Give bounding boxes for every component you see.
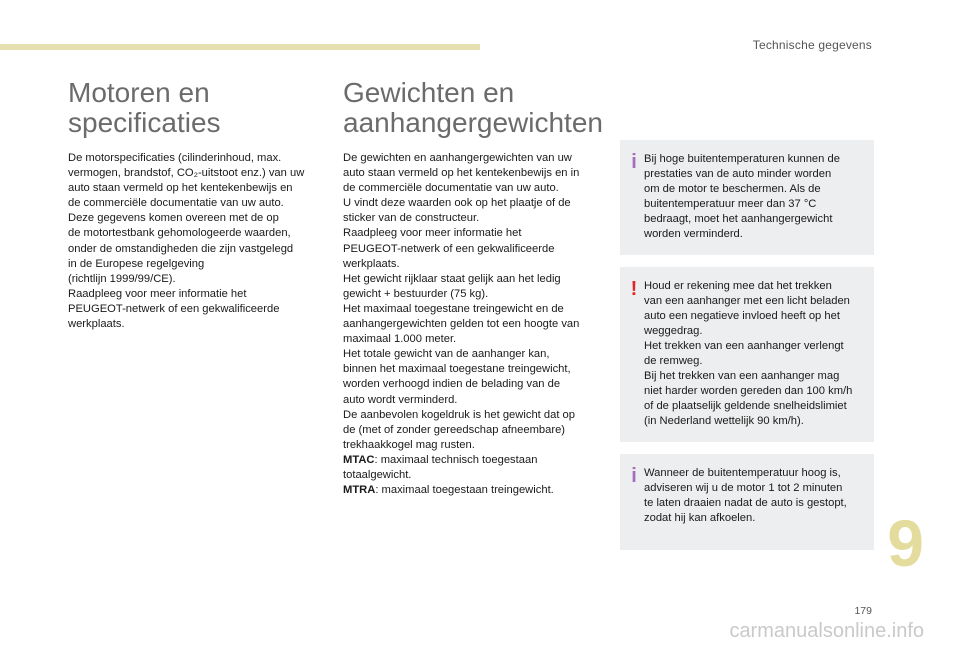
mtra-term: MTRA	[343, 484, 376, 497]
info-icon: i	[631, 464, 637, 487]
info-icon: i	[631, 151, 637, 173]
header-accent-bar	[0, 44, 480, 50]
weights-heading: Gewichten en aanhangergewichten	[343, 77, 603, 138]
page-number: 179	[854, 605, 872, 617]
engine-specs-heading: Motoren en specificaties	[68, 77, 221, 138]
mtra-definition: MTRA: maximaal toegestaan treingewicht.	[343, 484, 554, 497]
note-engine-cooldown: i Wanneer de buitentemperatuur hoog is, adviseren wij u de motor 1 tot 2 minuten te laten draaien nadat de auto is gestopt, zodat hij kan afkoelen.	[620, 454, 874, 550]
weights-text: De gewichten en aanhangergewichten van uw auto staan vermeld op het kentekenbewijs en in de commerciële documentatie van uw auto. U vindt deze waarden ook op het plaatje of de sticker van de constructeur. Raadpleeg voor meer informatie het PEUGEOT-netwerk of een gekwalificeerde werkplaats. Het gewicht rijklaar staat gelijk aan het ledig gewicht + bestuurder (75 kg). Het maximaal toegestane treingewicht en de aanhangergewichten gelden tot een hoogte van maximaal 1.000 meter. Het totale gewicht van de aanhanger kan, binnen het maximaal toegestane treingewicht, worden verhoogd indien de belading van de auto wordt verminderd. De aanbevolen kogeldruk is het gewicht dat op de (met of zonder gereedschap afneembare) trekhaakkogel mag rusten. MTAC: maximaal technisch toegestaan totaalgewicht. MTRA: maximaal toegestaan treingewicht.	[343, 151, 608, 498]
warning-icon: !	[630, 277, 638, 300]
notes-column	[620, 140, 874, 562]
mtac-definition: MTAC: maximaal technisch toegestaan	[343, 453, 538, 466]
watermark-text: carmanualsonline.info	[729, 620, 924, 642]
mtac-term: MTAC	[343, 453, 375, 466]
engine-specs-section	[68, 78, 328, 332]
section-title: Technische gegevens	[752, 38, 872, 52]
note-high-temperature: i Bij hoge buitentemperaturen kunnen de prestaties van de auto minder worden om de motor te beschermen. Als de buitentemperatuur meer dan 37 °C bedraagt, moet het aanhangergewicht worden verminderd.	[620, 140, 874, 255]
chapter-number: 9	[887, 506, 924, 580]
note-towing-warning: ! Houd er rekening mee dat het trekken van een aanhanger met een licht beladen auto een negatieve invloed heeft op het weggedrag. Het trekken van een aanhanger verlengt de remweg. Bij het trekken van een aanhanger mag niet harder worden gereden dan 100 km/h of de plaatselijk geldende snelheidslimiet (in Nederland wettelijk 90 km/h).	[620, 267, 874, 442]
weights-section	[343, 78, 608, 498]
engine-specs-text: De motorspecificaties (cilinderinhoud, max. vermogen, brandstof, CO₂-uitstoot enz.) van uw auto staan vermeld op het kentekenbewijs en de commerciële documentatie van uw auto. Deze gegevens komen overeen met de op de motortestbank gehomologeerde waarden, onder de omstandigheden die zijn vastgelegd in de Europese regelgeving (richtlijn 1999/99/CE). Raadpleeg voor meer informatie het PEUGEOT-netwerk of een gekwalificeerde werkplaats.	[68, 152, 305, 331]
